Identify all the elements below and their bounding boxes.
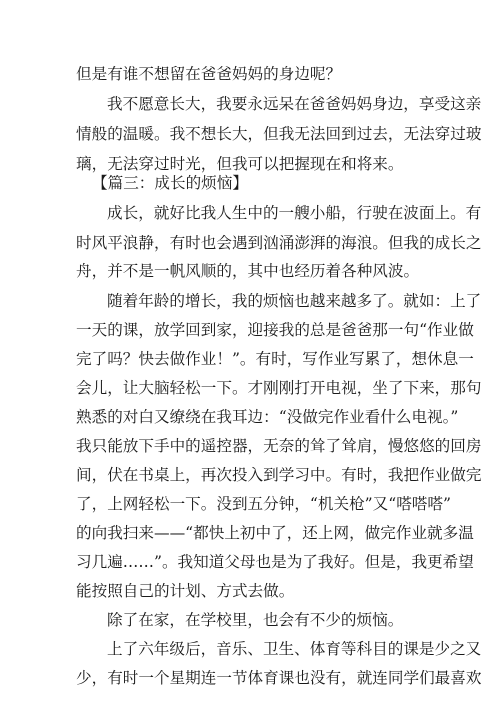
paragraph-start-line: 成长，就好比我人生中的一艘小船，行驶在波面上。有 — [107, 204, 482, 222]
text-line: 会儿，让大脑轻松一下。才刚刚打开电视，坐了下来，那句 — [76, 379, 482, 397]
text-line: 间，伏在书桌上，再次投入到学习中。有时，我把作业做完 — [76, 466, 482, 484]
text-line: 一天的课，放学回到家，迎接我的总是爸爸那一句“作业做 — [76, 321, 474, 339]
text-line: 少，有时一个星期连一节体育课也没有，就连同学们最喜欢 — [76, 669, 482, 687]
text-line: 时风平浪静，有时也会遇到汹涌澎湃的海浪。但我的成长之 — [76, 234, 482, 252]
text-line: 情般的温暖。我不想长大，但我无法回到过去，无法穿过玻 — [76, 125, 482, 143]
text-line: 能按照自己的计划、方式去做。 — [76, 582, 295, 600]
text-line: 熟悉的对白又缭绕在我耳边：“没做完作业看什么电视。” — [76, 408, 459, 426]
text-line: 舟，并不是一帆风顺的，其中也经历着各种风波。 — [76, 262, 420, 280]
text-line: 璃，无法穿过时光，但我可以把握现在和将来。 — [76, 155, 404, 173]
text-line: 但是有谁不想留在爸爸妈妈的身边呢？ — [76, 65, 342, 83]
paragraph-start-line: 除了在家，在学校里，也会有不少的烦恼。 — [107, 611, 404, 629]
paragraph-start-line: 我不愿意长大，我要永远呆在爸爸妈妈身边，享受这亲 — [107, 95, 482, 113]
paragraph-start-line: 随着年龄的增长，我的烦恼也越来越多了。就如：上了 — [107, 292, 482, 310]
text-line: 习几遍……”。我知道父母也是为了我好。但是，我更希望 — [76, 553, 474, 571]
section-heading: 【篇三：成长的烦恼】 — [92, 174, 248, 192]
text-line: 了，上网轻松一下。没到五分钟，“机关枪”又“嗒嗒嗒” — [76, 495, 451, 513]
text-line: 的向我扫来——“都快上初中了，还上网，做完作业就多温 — [76, 524, 474, 542]
paragraph-start-line: 上了六年级后，音乐、卫生、体育等科目的课是少之又 — [107, 640, 482, 658]
text-line: 我只能放下手中的遥控器，无奈的耸了耸肩，慢悠悠的回房 — [76, 437, 482, 455]
text-line: 完了吗？快去做作业！”。有时，写作业写累了，想休息一 — [76, 350, 474, 368]
